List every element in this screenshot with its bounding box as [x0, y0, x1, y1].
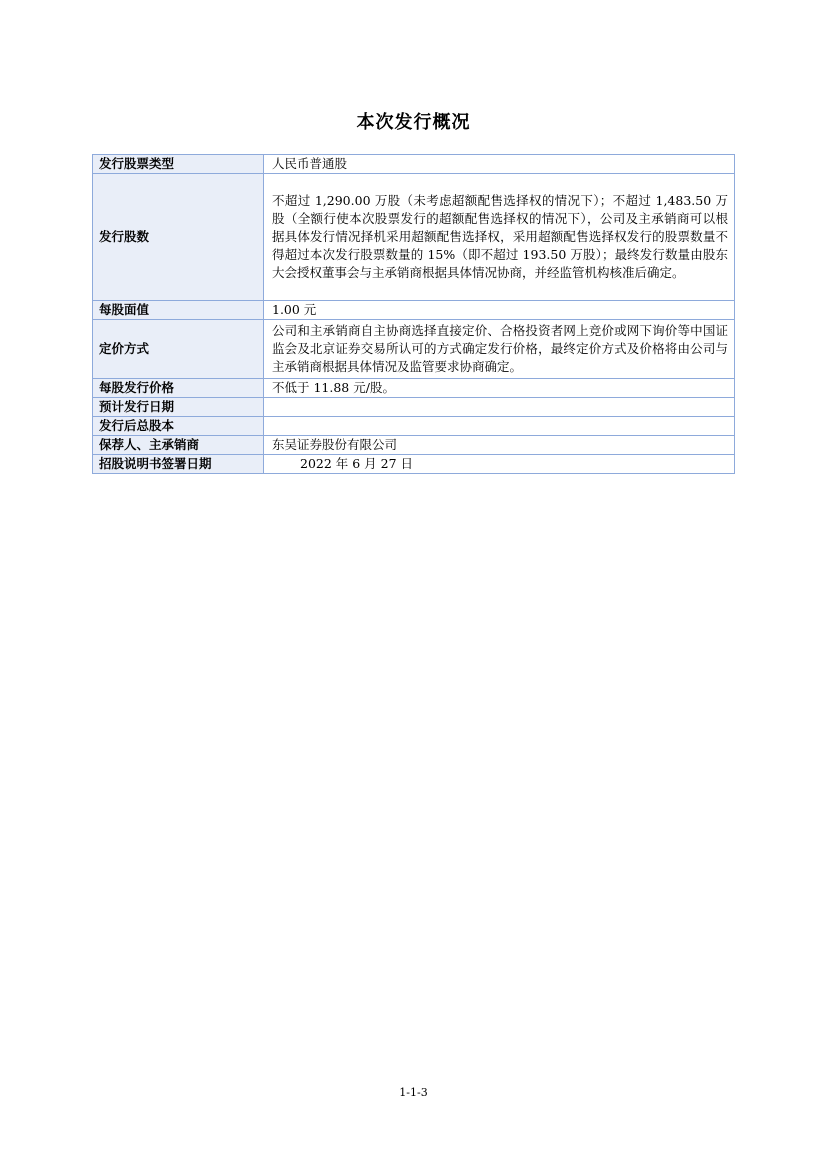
row-value-pricing-method: 公司和主承销商自主协商选择直接定价、合格投资者网上竞价或网下询价等中国证监会及北京证券交易所认可的方式确定发行价格，最终定价方式及价格将由公司与主承销商根据具体情况及监管要求协商确定。 [264, 320, 735, 379]
row-value-share-count: 不超过 1,290.00 万股（未考虑超额配售选择权的情况下）；不超过 1,483.50 万股（全额行使本次股票发行的超额配售选择权的情况下），公司及主承销商可以根据具体发行情况择机采用超额配售选择权，采用超额配售选择权发行的股票数量不得超过本次发行股票数量的 15%（即不超过 193.50 万股）；最终发行数量由股东大会授权董事会与主承销商根据具体情况协商，并经监管机构核准后确定。 [264, 174, 735, 301]
row-label-issue-price: 每股发行价格 [93, 379, 264, 398]
row-label-signing-date: 招股说明书签署日期 [93, 455, 264, 474]
row-value-total-shares [264, 417, 735, 436]
page-title: 本次发行概况 [356, 112, 471, 133]
row-value-sponsor: 东吴证券股份有限公司 [264, 436, 735, 455]
row-label-par-value: 每股面值 [93, 301, 264, 320]
row-value-issue-price: 不低于 11.88 元/股。 [264, 379, 735, 398]
table-row [93, 455, 735, 474]
table-row [93, 436, 735, 455]
row-value-signing-date: 2022 年 6 月 27 日 [264, 455, 735, 474]
table-row [93, 301, 735, 320]
row-value-issue-date [264, 398, 735, 417]
row-label-total-shares: 发行后总股本 [93, 417, 264, 436]
table-row [93, 174, 735, 301]
table-row [93, 320, 735, 379]
table-row [93, 398, 735, 417]
row-value-stock-type: 人民币普通股 [264, 155, 735, 174]
row-label-share-count: 发行股数 [93, 174, 264, 301]
table-row [93, 379, 735, 398]
row-label-pricing-method: 定价方式 [93, 320, 264, 379]
row-label-sponsor: 保荐人、主承销商 [93, 436, 264, 455]
row-value-par-value: 1.00 元 [264, 301, 735, 320]
table-row [93, 417, 735, 436]
row-label-stock-type: 发行股票类型 [93, 155, 264, 174]
issuance-overview-table [92, 154, 735, 474]
row-label-issue-date: 预计发行日期 [93, 398, 264, 417]
table-row [93, 155, 735, 174]
page-number: 1-1-3 [399, 1086, 428, 1099]
